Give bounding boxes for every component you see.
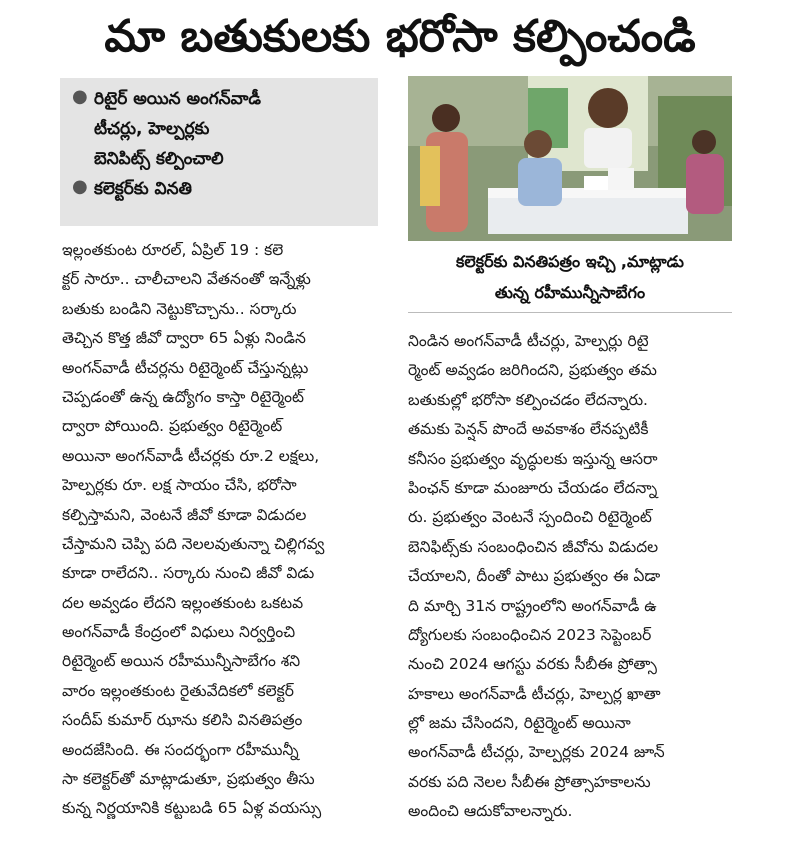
article-line: అయినా అంగన్‌వాడీ టీచర్లకు రూ.2 లక్షలు, (62, 446, 320, 465)
bullet-icon: ● (72, 176, 88, 197)
article-line: సా కలెక్టర్‌తో మాట్లాడుతూ, ప్రభుత్వం తీసు (62, 770, 315, 789)
article-line: తమకు పెన్షన్ పొందే అవకాశం లేనప్పటికీ (408, 420, 649, 439)
highlight-line: టీచర్లు, హెల్పర్లకు (94, 119, 210, 139)
article-line: చేస్తామని చెప్పి పది నెలలవుతున్నా చిల్లిగవ్వ (62, 534, 325, 553)
article-line: ద్యోగులకు సంబంధించిన 2023 సెప్టెంబర్ (408, 625, 652, 644)
article-line: చేయాలని, దీంతో పాటు ప్రభుత్వం ఈ ఏడా (408, 567, 661, 586)
article-line: బెనిఫిట్స్‌కు సంబంధించిన జీవోను విడుదల (408, 537, 659, 556)
article-line: తెచ్చిన కొత్త జీవో ద్వారా 65 ఏళ్లు నిండిన (62, 329, 306, 348)
article-line: బతుకుల్లో భరోసా కల్పించడం లేదన్నారు. (408, 390, 648, 409)
article-line: అంగన్‌వాడీ టీచర్లను రిటైర్మెంట్ చేస్తున్నట్లు (62, 358, 309, 377)
headline: మా బతుకులకు భరోసా కల్పించండి (104, 11, 696, 62)
article-line: కూడా రాలేదని.. సర్కారు నుంచి జీవో విడు (62, 564, 315, 583)
article-line: బతుకు బండిని నెట్టుకొచ్చాను.. సర్కారు (62, 299, 297, 318)
article-line: హకాలు అంగన్‌వాడీ టీచర్లు, హెల్పర్ల ఖాతా (408, 684, 661, 703)
news-photo (408, 76, 732, 241)
article-line: కల్పిస్తామని, వెంటనే జీవో కూడా విడుదల (62, 505, 307, 524)
article-line: రిటైర్మెంట్ అయిన రహీమున్నీసాబేగం శని (62, 652, 301, 671)
article-line: అందజేసింది. ఈ సందర్భంగా రహీమున్నీ (62, 740, 299, 759)
highlight-line: రిటైర్ అయిన అంగన్‌వాడీ (94, 89, 261, 109)
article-line: పింఛన్ కూడా మంజూరు చేయడం లేదన్నా (408, 478, 658, 497)
article-column-left (62, 236, 392, 824)
highlight-item (72, 174, 370, 204)
article-line: ది మార్చి 31న రాష్ట్రంలోని అంగన్‌వాడీ ఉ (408, 596, 657, 615)
article-line: నుంచి 2024 ఆగస్టు వరకు సీబీఈ ప్రోత్సా (408, 655, 657, 674)
article-line: కనీసం ప్రభుత్వం వృద్ధులకు ఇస్తున్న ఆసరా (408, 449, 658, 468)
article-column-right (408, 327, 732, 827)
article-line: హెల్పర్లకు రూ. లక్ష సాయం చేసి, భరోసా (62, 476, 297, 495)
article-line: నిండిన అంగన్‌వాడీ టీచర్లు, హెల్పర్లు రిటై (408, 332, 649, 350)
article-line: అంగన్‌వాడీ టీచర్లు, హెల్పర్లకు 2024 జూన్ (408, 743, 665, 762)
article-line: రు. ప్రభుత్వం వెంటనే స్పందించి రిటైర్మెంట్ (408, 508, 652, 527)
caption-line: కలెక్టర్‌కు వినతిపత్రం ఇచ్చి ,మాట్లాడు (456, 252, 684, 271)
article-line: ద్వారా పోయింది. ప్రభుత్వం రిటైర్మెంట్ (62, 417, 283, 436)
highlight-line: బెనిపిట్స్ కల్పించాలి (94, 149, 224, 169)
article-line: ల్లో జమ చేసిందని, రిటైర్మెంట్ అయినా (408, 714, 631, 733)
article-line: కున్న నిర్ణయానికి కట్టుబడి 65 ఏళ్ల వయస్సు (62, 799, 322, 818)
article-line: ఇల్లంతకుంట రూరల్, ఏప్రిల్ 19 : కలె (62, 241, 284, 259)
caption-line: తున్న రహీమున్నీసాబేగం (494, 283, 646, 302)
highlights-box (60, 78, 378, 226)
article-line: దల అవ్వడం లేదని ఇల్లంతకుంట ఒకటవ (62, 593, 304, 612)
article-line: అంగన్‌వాడీ కేంద్రంలో విధులు నిర్వర్తించి (62, 623, 296, 642)
article-line: అందించి ఆదుకోవాలన్నారు. (408, 802, 573, 821)
article-line: వరకు పది నెలల సీబీఈ ప్రోత్సాహకాలను (408, 772, 651, 791)
article-line: సందీప్ కుమార్ ఝాను కలిసి వినతిపత్రం (62, 711, 303, 730)
highlight-line: కలెక్టర్‌కు వినతి (94, 179, 192, 199)
article-line: ర్మెంట్ అవ్వడం జరిగిందని, ప్రభుత్వం తమ (408, 361, 657, 380)
article-line: వారం ఇల్లంతకుంట రైతువేదికలో కలెక్టర్ (62, 681, 294, 700)
article-line: క్టర్ సారూ.. చాలీచాలని వేతనంతో ఇన్నేళ్లు (62, 270, 311, 289)
article-line: చెప్పడంతో ఉన్న ఉద్యోగం కాస్తా రిటైర్మెంట్ (62, 387, 304, 406)
highlight-item (72, 84, 370, 174)
photo-illustration (408, 76, 732, 241)
photo-caption (408, 246, 732, 313)
bullet-icon: ● (72, 86, 88, 107)
